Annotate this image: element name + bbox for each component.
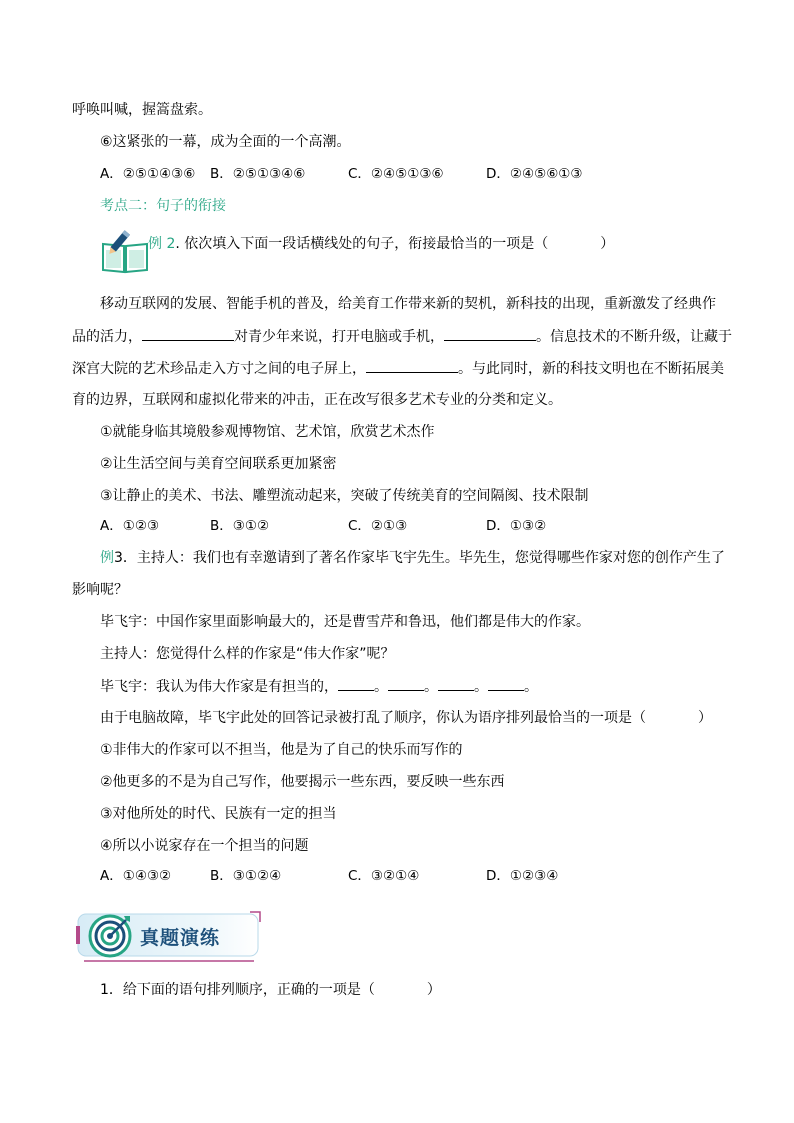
option-c: C．②④⑤①③⑥ bbox=[348, 166, 444, 182]
question-1 bbox=[100, 980, 441, 1000]
sentence-item-2: ②他更多的不是为自己写作，他要揭示一些东西，要反映一些东西 bbox=[100, 774, 505, 790]
text-span: ） bbox=[426, 982, 441, 998]
option-b: B．③①②④ bbox=[210, 868, 282, 884]
example-3-label: 例 bbox=[100, 550, 114, 566]
dialogue-line: 主持人：您觉得什么样的作家是“伟大作家”呢？ bbox=[100, 646, 395, 662]
text-span: 。与此同时，新的科技文明也在不断拓展美 bbox=[458, 361, 724, 377]
text-span: 。 bbox=[524, 679, 538, 695]
example-3-stem-text: 3．主持人：我们也有幸邀请到了著名作家毕飞宇先生。毕先生，您觉得哪些作家对您的创作产生了 bbox=[114, 550, 725, 566]
example-2-paragraph-line: 移动互联网的发展、智能手机的普及，给美育工作带来新的契机，新科技的出现，重新激发了经典作 bbox=[100, 296, 716, 312]
example-2-paragraph-line bbox=[72, 326, 732, 347]
text-span: 品的活力， bbox=[72, 329, 142, 345]
text-span: 。信息技术的不断升级，让藏于 bbox=[536, 329, 732, 345]
example-2-paren-close: ） bbox=[600, 236, 615, 252]
sentence-item-4: ④所以小说家存在一个担当的问题 bbox=[100, 838, 309, 854]
option-c: C．②①③ bbox=[348, 518, 408, 534]
example-3-stem-line: 影响呢？ bbox=[72, 582, 128, 598]
dialogue-line: 毕飞宇：中国作家里面影响最大的，还是曹雪芹和鲁迅，他们都是伟大的作家。 bbox=[100, 614, 590, 630]
option-a: A．①②③ bbox=[100, 518, 160, 534]
sentence-item-3: ③让静止的美术、书法、雕塑流动起来，突破了传统美育的空间隔阂、技术限制 bbox=[100, 488, 589, 504]
example-2-paragraph-line bbox=[72, 358, 724, 379]
sentence-item-1: ①就能身临其境般参观博物馆、艺术馆，欣赏艺术杰作 bbox=[100, 424, 435, 440]
example-2-paragraph-line: 育的边界，互联网和虚拟化带来的冲击，正在改写很多艺术专业的分类和定义。 bbox=[72, 392, 562, 408]
option-a: A．②⑤①④③⑥ bbox=[100, 166, 196, 182]
text-span: 对青少年来说，打开电脑或手机， bbox=[234, 329, 444, 345]
question-line bbox=[100, 708, 712, 728]
dialogue-line bbox=[100, 676, 538, 697]
text-span: ） bbox=[698, 710, 712, 726]
text-span: 由于电脑故障，毕飞宇此处的回答记录被打乱了顺序，你认为语序排列最恰当的一项是（ bbox=[100, 710, 646, 726]
sentence-item-3: ③对他所处的时代、民族有一定的担当 bbox=[100, 806, 337, 822]
text-span: 。 bbox=[474, 679, 488, 695]
option-d: D．①②③④ bbox=[486, 868, 559, 884]
option-d: D．①③② bbox=[486, 518, 547, 534]
fill-blank bbox=[338, 676, 374, 691]
target-icon bbox=[86, 912, 134, 960]
fill-blank bbox=[366, 358, 458, 373]
option-d: D．②④⑤⑥①③ bbox=[486, 166, 583, 182]
text-span: 1．给下面的语句排列顺序，正确的一项是（ bbox=[100, 982, 375, 998]
sentence-item-2: ②让生活空间与美育空间联系更加紧密 bbox=[100, 456, 337, 472]
text-span: 。 bbox=[374, 679, 388, 695]
fill-blank bbox=[444, 326, 536, 341]
example-3-stem bbox=[100, 548, 725, 568]
text-span: 深宫大院的艺术珍品走入方寸之间的电子屏上， bbox=[72, 361, 366, 377]
fill-blank bbox=[488, 676, 524, 691]
book-pencil-icon bbox=[100, 230, 150, 274]
text-line: 呼唤叫喊，握篙盘索。 bbox=[72, 102, 212, 118]
example-2-label: 例 2 bbox=[148, 236, 176, 252]
fill-blank bbox=[142, 326, 234, 341]
banner-title: 真题演练 bbox=[140, 927, 221, 949]
fill-blank bbox=[438, 676, 474, 691]
text-span: 。 bbox=[424, 679, 438, 695]
option-a: A．①④③② bbox=[100, 868, 172, 884]
fill-blank bbox=[388, 676, 424, 691]
example-2-stem bbox=[148, 234, 614, 254]
option-c: C．③②①④ bbox=[348, 868, 420, 884]
sentence-item-1: ①非伟大的作家可以不担当，他是为了自己的快乐而写作的 bbox=[100, 742, 463, 758]
sentence-item-6: ⑥这紧张的一幕，成为全面的一个高潮。 bbox=[100, 134, 351, 150]
example-2-stem-text: . 依次填入下面一段话横线处的句子，衔接最恰当的一项是（ bbox=[175, 236, 549, 252]
option-b: B．②⑤①③④⑥ bbox=[210, 166, 306, 182]
text-span: 毕飞宇：我认为伟大作家是有担当的， bbox=[100, 679, 338, 695]
section-heading: 考点二：句子的衔接 bbox=[100, 198, 226, 214]
option-b: B．③①② bbox=[210, 518, 270, 534]
